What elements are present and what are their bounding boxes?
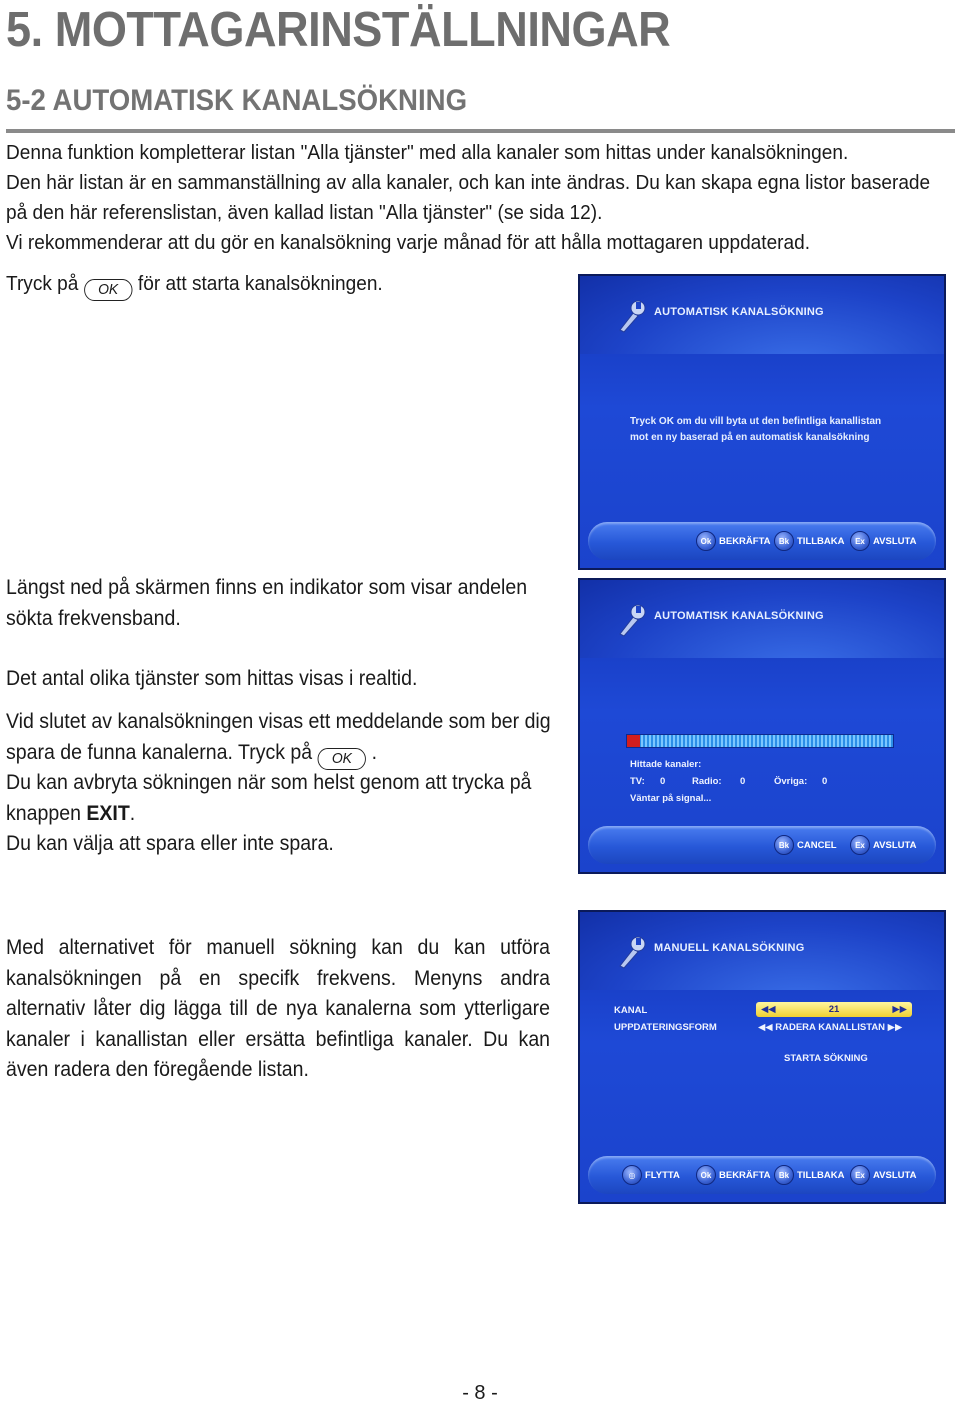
intro-line-4: Vi rekommenderar att du gör en kanalsökning varje månad för att hålla mottagaren uppdaterad.: [6, 231, 811, 254]
end-suffix: .: [371, 740, 378, 764]
screen2-exit-button: Ex AVSLUTA: [850, 835, 916, 855]
screen3-confirm-button: Ok BEKRÄFTA: [696, 1165, 771, 1185]
channel-value: 21: [828, 1004, 840, 1015]
manual-search-text: Med alternativet för manuell sökning kan du kan utföra kanalsökningen på en specifk frekvens. Menyns andra alternativ låter dig lägga till de nya kanalerna som ytterligare kanaler i kanallistan eller ersätta befintliga kanaler. Du kan även radera den föregående listan.: [6, 936, 551, 1081]
screen2-title: AUTOMATISK KANALSÖKNING: [654, 610, 824, 622]
screen3-title: MANUELL KANALSÖKNING: [654, 942, 805, 954]
abort-suffix: .: [129, 801, 136, 825]
exit-key-label: EXIT: [86, 801, 130, 825]
intro-line-1: Denna funktion kompletterar listan "Alla tjänster" med alla kanaler som hittas under kanalsökningen.: [6, 141, 849, 164]
other-count-label: Övriga:: [774, 776, 808, 787]
screen1-button-bar: [588, 522, 936, 560]
page-number: - 8 -: [462, 1382, 498, 1404]
update-mode-value: RADERA KANALLISTAN: [775, 1022, 886, 1033]
channel-label: KANAL: [614, 1005, 648, 1016]
wrench-icon: [614, 298, 650, 334]
update-mode-label: UPPDATERINGSFORM: [614, 1022, 717, 1033]
update-mode-selector[interactable]: [758, 1022, 902, 1033]
intro-line-2: Den här listan är en sammanställning av alla kanaler, och kan inte ändras. Du kan skapa egna listor baserade: [6, 171, 931, 194]
abort-text: [6, 768, 555, 829]
screen1-back-button: Bk TILLBAKA: [774, 531, 845, 551]
chapter-title: 5. MOTTAGARINSTÄLLNINGAR: [6, 3, 671, 57]
ok-key-icon: OK: [84, 279, 132, 301]
start-search-button[interactable]: STARTA SÖKNING: [784, 1053, 868, 1064]
end-of-search-text: [6, 707, 555, 770]
screenshot-auto-search-confirm: [578, 274, 946, 570]
press-suffix: för att starta kanalsökningen.: [137, 272, 383, 295]
chevron-right-icon: ▶▶: [892, 1004, 907, 1015]
ok-key-icon: OK: [318, 748, 366, 770]
wrench-icon: [614, 934, 650, 970]
chevron-right-icon: ▶▶: [885, 1022, 903, 1033]
intro-line-3: på den här referenslistan, även kallad listan "Alla tjänster" (se sida 12).: [6, 201, 603, 224]
screen3-move-button: ◎ FLYTTA: [622, 1165, 680, 1185]
tv-count-value: 0: [660, 776, 666, 787]
screen2-button-bar: [588, 826, 936, 864]
channel-selector[interactable]: [756, 1002, 912, 1017]
save-choice-text: Du kan välja att spara eller inte spara.: [6, 832, 334, 855]
press-prefix: Tryck på: [6, 272, 79, 295]
indicator-text: Längst ned på skärmen finns en indikator som visar andelen sökta frekvensband.: [6, 576, 528, 630]
screen2-cancel-button: Bk CANCEL: [774, 835, 837, 855]
screen3-back-button: Bk TILLBAKA: [774, 1165, 845, 1185]
abort-prefix: Du kan avbryta sökningen när som helst genom att trycka på knappen: [6, 771, 532, 825]
frequency-progress-bar: [626, 734, 894, 748]
screen3-button-bar: [588, 1156, 936, 1194]
frequency-progress-fill: [627, 735, 640, 747]
chevron-left-icon: ◀◀: [761, 1004, 776, 1015]
radio-count-label: Radio:: [692, 776, 722, 787]
tv-count-label: TV:: [630, 776, 645, 787]
screen1-title: AUTOMATISK KANALSÖKNING: [654, 306, 824, 318]
end-prefix: Vid slutet av kanalsökningen visas ett meddelande som ber dig spara de funna kanalerna. Tryck på: [6, 710, 551, 764]
screen1-confirm-button: Ok BEKRÄFTA: [696, 531, 771, 551]
screen3-exit-button: Ex AVSLUTA: [850, 1165, 916, 1185]
section-divider: [6, 129, 955, 133]
screen1-message-line-2: mot en ny baserad på en automatisk kanalsökning: [630, 432, 870, 443]
waiting-signal-text: Väntar på signal...: [630, 793, 712, 804]
wrench-icon: [614, 602, 650, 638]
section-title: 5-2 AUTOMATISK KANALSÖKNING: [6, 84, 468, 117]
screenshot-auto-search-progress: [578, 578, 946, 874]
screen1-exit-button: Ex AVSLUTA: [850, 531, 916, 551]
other-count-value: 0: [822, 776, 828, 787]
screenshot-manual-search: [578, 910, 946, 1204]
radio-count-value: 0: [740, 776, 746, 787]
chevron-left-icon: ◀◀: [758, 1022, 776, 1033]
screen1-message-line-1: Tryck OK om du vill byta ut den befintliga kanallistan: [630, 416, 882, 427]
found-channels-label: Hittade kanaler:: [630, 759, 702, 770]
realtime-text: Det antal olika tjänster som hittas visas i realtid.: [6, 667, 418, 690]
